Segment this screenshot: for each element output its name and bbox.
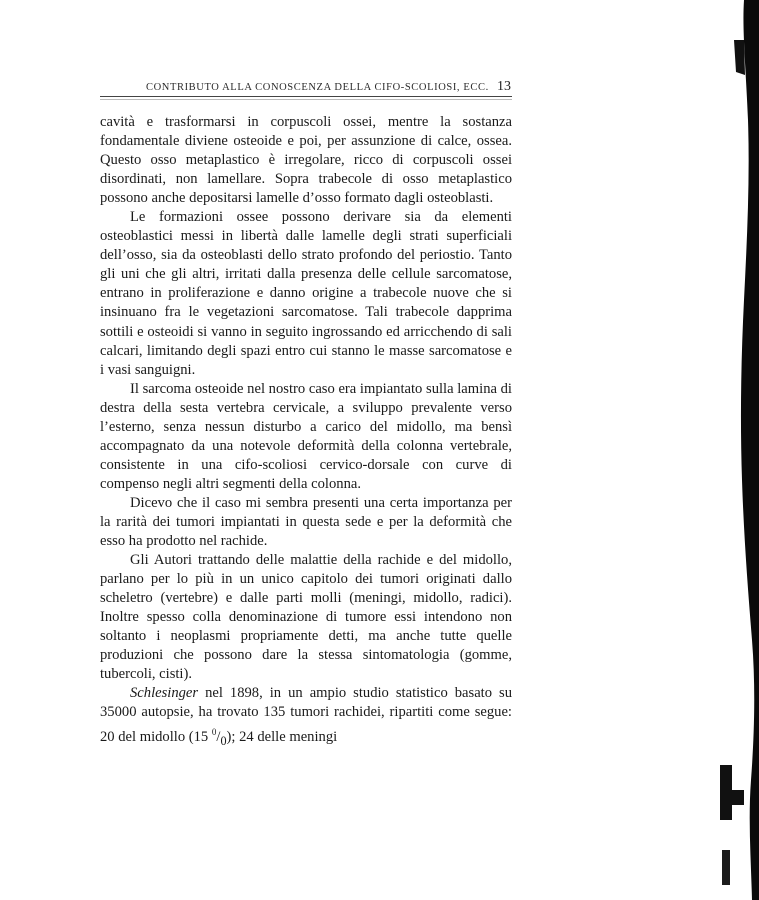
edge-shadow-dark [741, 0, 759, 900]
paragraph-6-end: ); 24 delle meningi [226, 728, 338, 745]
cited-author: Schlesinger [130, 685, 199, 702]
page-edge-shadow [718, 0, 759, 900]
edge-shadow-tab [722, 850, 730, 885]
edge-shadow-checker [720, 765, 744, 820]
paragraph-6-text: nel 1898, in un ampio studio statistico basato su 35000 autopsie, ha trovato 135 tumori rachidei, ripartiti come segue: 20 del midollo (15 [100, 685, 512, 745]
running-header [146, 79, 511, 95]
percent-superscript: 0 [211, 726, 217, 737]
paragraph-1: cavità e trasformarsi in corpuscoli ossei, mentre la sostanza fondamentale diviene osteoide e poi, per assunzione di calce, ossea. Questo osso metaplastico è irregolare, ricco di corpuscoli ossei disordinati, non lamellare. Sopra trabecole di osso metaplastico possono anche depositarsi lamelle d’osso formato dagli osteoblasti. [100, 114, 512, 207]
paragraph-2: Le formazioni ossee possono derivare sia da elementi osteoblastici messi in libertà dalle lamelle degli strati superficiali dell’osso, sia da osteoblasti dello strato profondo del periostio. Tanto gli uni che gli altri, irritati dalla presenza delle cellule sarcomatose, entrano in proliferazione e danno origine a trabecole nuove che si insinuano fra le vegetazioni sarcomatose. Tali trabecole dapprima sottili e osteoidi si vanno in seguito ingrossando ed arricchendo di sali calcari, limitando degli spazi entro cui stanno le masse sarcomatose e i vasi sanguigni. [100, 209, 512, 378]
edge-shadow-notch [734, 40, 745, 75]
header-rule [100, 96, 512, 97]
header-rule-secondary [100, 99, 512, 100]
percent-subscript: 0 [220, 733, 227, 748]
percent-slash: / [216, 728, 221, 745]
body-text [100, 113, 512, 750]
paragraph-5: Gli Autori trattando delle malattie della rachide e del midollo, parlano per lo più in un unico capitolo dei tumori originati dallo scheletro (vertebre) e dalle parti molli (meningi, midollo, radici). Inoltre spesso colla denominazione di tumore essi intendono non soltanto i neoplasmi propriamente detti, ma anche tutte quelle produzioni che possono dare la stessa sintomatologia (gomme, tubercoli, cisti). [100, 552, 512, 683]
page-number: 13 [497, 79, 511, 94]
paragraph-6 [100, 684, 512, 750]
paragraph-3: Il sarcoma osteoide nel nostro caso era impiantato sulla lamina di destra della sesta vertebra cervicale, a sviluppo prevalente verso l’esterno, senza nessun disturbo a carico del midollo, ma bensì accompagnato da una notevole deformità della colonna vertebrale, consistente in una cifo-scoliosi cervico-dorsale con curve di compenso negli altri segmenti della colonna. [100, 380, 512, 492]
paragraph-4: Dicevo che il caso mi sembra presenti una certa importanza per la rarità dei tumori impiantati in questa sede e per la deformità che esso ha prodotto nel rachide. [100, 494, 512, 550]
running-title: CONTRIBUTO ALLA CONOSCENZA DELLA CIFO-SCOLIOSI, ECC. [146, 82, 489, 93]
